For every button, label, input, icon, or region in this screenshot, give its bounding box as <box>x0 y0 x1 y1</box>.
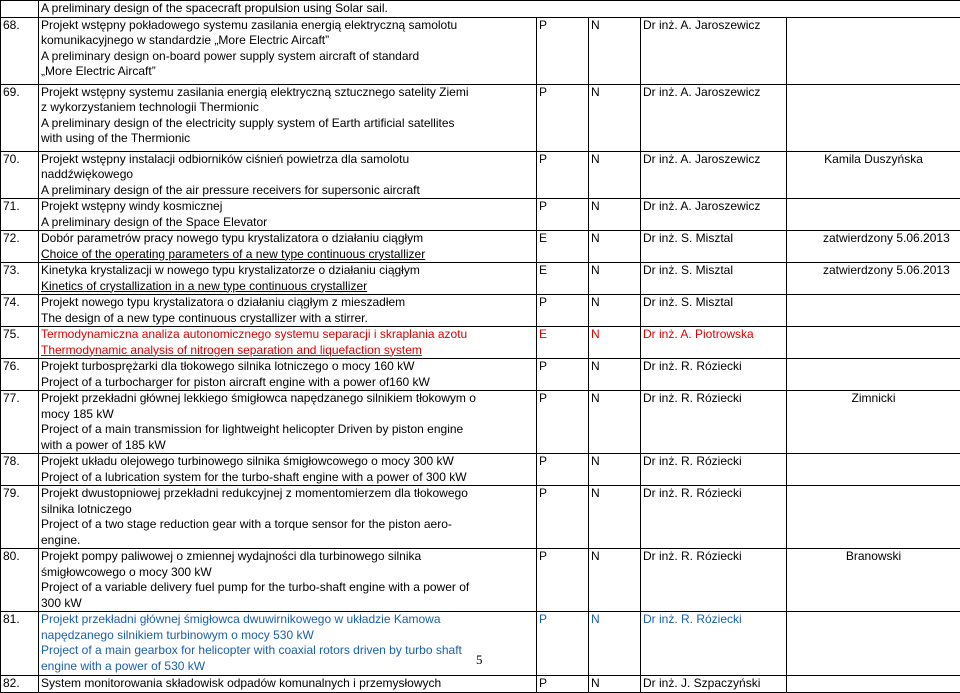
table-row <box>1 454 960 486</box>
topic-title <box>39 359 537 391</box>
student-or-status <box>787 676 960 693</box>
topic-title <box>39 231 537 263</box>
supervisor: Dr inż. S. Misztal <box>641 263 787 295</box>
row-number: 73. <box>1 263 39 295</box>
thesis-type: P <box>537 17 589 84</box>
student-or-status <box>787 327 960 359</box>
topic-line: A preliminary design of the Space Elevator <box>41 215 534 231</box>
topic-line: The design of a new type continuous crystallizer with a stirrer. <box>41 311 534 327</box>
student-or-status: Kamila Duszyńska <box>787 151 960 199</box>
table-row <box>1 676 960 693</box>
topic-line: Thermodynamic analysis of nitrogen separation and liquefaction system <box>41 343 534 359</box>
page-number: 5 <box>476 652 483 668</box>
thesis-type: P <box>537 486 589 549</box>
row-number: 71. <box>1 199 39 231</box>
supervisor: Dr inż. J. Szpaczyński <box>641 676 787 693</box>
row-number: 78. <box>1 454 39 486</box>
topic-line: A preliminary design of the spacecraft propulsion using Solar sail. <box>41 1 958 17</box>
topic-title <box>39 549 537 612</box>
supervisor: Dr inż. R. Róziecki <box>641 486 787 549</box>
topic-line: śmigłowcowego o mocy 300 kW <box>41 565 534 581</box>
topic-line: Termodynamiczna analiza autonomicznego systemu separacji i skraplania azotu <box>41 327 534 343</box>
study-mode: N <box>589 231 641 263</box>
study-mode: N <box>589 549 641 612</box>
topic-title <box>39 1 960 18</box>
thesis-type: P <box>537 549 589 612</box>
study-mode: N <box>589 295 641 327</box>
study-mode: N <box>589 327 641 359</box>
row-number: 79. <box>1 486 39 549</box>
topic-line: naddźwiękowego <box>41 167 534 183</box>
topic-line: Projekt przekładni głównej lekkiego śmigłowca napędzanego silnikiem tłokowym o <box>41 391 534 407</box>
table-body <box>1 1 960 693</box>
topic-line: with using of the Thermionic <box>41 131 534 147</box>
topic-title <box>39 612 537 676</box>
study-mode: N <box>589 486 641 549</box>
thesis-type: E <box>537 231 589 263</box>
study-mode: N <box>589 676 641 693</box>
row-number: 74. <box>1 295 39 327</box>
study-mode: N <box>589 17 641 84</box>
table-row <box>1 263 960 295</box>
topic-title <box>39 486 537 549</box>
thesis-type: P <box>537 199 589 231</box>
topic-title <box>39 151 537 199</box>
topic-line: Projekt nowego typu krystalizatora o działaniu ciągłym z mieszadłem <box>41 295 534 311</box>
table-row <box>1 199 960 231</box>
student-or-status <box>787 84 960 151</box>
topic-line: napędzanego silnikiem turbinowym o mocy 530 kW <box>41 628 534 644</box>
topic-title <box>39 391 537 454</box>
topic-line: A preliminary design of the electricity supply system of Earth artificial satellites <box>41 116 534 132</box>
study-mode: N <box>589 454 641 486</box>
topic-line: Dobór parametrów pracy nowego typu krystalizatora o działaniu ciągłym <box>41 231 534 247</box>
topic-line: Kinetics of crystallization in a new type continuous crystallizer <box>41 279 534 295</box>
thesis-type: P <box>537 295 589 327</box>
topic-line: Projekt wstępny systemu zasilania energią elektryczną sztucznego satelity Ziemi <box>41 85 534 101</box>
row-number: 80. <box>1 549 39 612</box>
topic-line: Projekt wstępny pokładowego systemu zasilania energią elektryczną samolotu <box>41 18 534 34</box>
thesis-type: E <box>537 263 589 295</box>
thesis-type: P <box>537 359 589 391</box>
supervisor: Dr inż. A. Jaroszewicz <box>641 151 787 199</box>
thesis-type: P <box>537 454 589 486</box>
topic-line: komunikacyjnego w standardzie „More Electric Aircaft” <box>41 33 534 49</box>
topic-line: Projekt dwustopniowej przekładni redukcyjnej z momentomierzem dla tłokowego <box>41 486 534 502</box>
study-mode: N <box>589 391 641 454</box>
row-number: 69. <box>1 84 39 151</box>
supervisor: Dr inż. R. Róziecki <box>641 391 787 454</box>
student-or-status <box>787 359 960 391</box>
topic-line: z wykorzystaniem technologii Thermionic <box>41 100 534 116</box>
table-row <box>1 17 960 84</box>
topic-title <box>39 295 537 327</box>
topic-line: Projekt wstępny windy kosmicznej <box>41 199 534 215</box>
topic-line: Project of a main gearbox for helicopter with coaxial rotors driven by turbo shaft <box>41 643 534 659</box>
row-number: 81. <box>1 612 39 676</box>
thesis-type: P <box>537 151 589 199</box>
student-or-status <box>787 17 960 84</box>
topic-line: A preliminary design of the air pressure receivers for supersonic aircraft <box>41 183 534 199</box>
supervisor: Dr inż. A. Jaroszewicz <box>641 199 787 231</box>
topic-line: silnika lotniczego <box>41 502 534 518</box>
topic-line: Projekt wstępny instalacji odbiorników ciśnień powietrza dla samolotu <box>41 152 534 168</box>
row-number: 72. <box>1 231 39 263</box>
supervisor: Dr inż. A. Piotrowska <box>641 327 787 359</box>
supervisor: Dr inż. A. Jaroszewicz <box>641 84 787 151</box>
supervisor: Dr inż. R. Róziecki <box>641 454 787 486</box>
study-mode: N <box>589 263 641 295</box>
student-or-status: zatwierdzony 5.06.2013 <box>787 263 960 295</box>
thesis-type: P <box>537 84 589 151</box>
study-mode: N <box>589 612 641 676</box>
topic-title <box>39 17 537 84</box>
topic-line: Project of a main transmission for lightweight helicopter Driven by piston engine <box>41 422 534 438</box>
supervisor: Dr inż. S. Misztal <box>641 295 787 327</box>
table-row <box>1 231 960 263</box>
topic-line: 300 kW <box>41 596 534 612</box>
row-number: 82. <box>1 676 39 693</box>
topic-line: Project of a variable delivery fuel pump for the turbo-shaft engine with a power of <box>41 580 534 596</box>
study-mode: N <box>589 359 641 391</box>
student-or-status: Branowski <box>787 549 960 612</box>
table-row <box>1 391 960 454</box>
topic-line: Kinetyka krystalizacji w nowego typu krystalizatorze o działaniu ciągłym <box>41 263 534 279</box>
study-mode: N <box>589 151 641 199</box>
table-row <box>1 295 960 327</box>
topic-line: A preliminary design on-board power supply system aircraft of standard <box>41 49 534 65</box>
topic-title <box>39 454 537 486</box>
study-mode: N <box>589 84 641 151</box>
topic-title <box>39 84 537 151</box>
topic-line: Project of a two stage reduction gear with a torque sensor for the piston aero- <box>41 517 534 533</box>
topic-line: Projekt turbosprężarki dla tłokowego silnika lotniczego o mocy 160 kW <box>41 359 534 375</box>
topic-title <box>39 263 537 295</box>
supervisor: Dr inż. S. Misztal <box>641 231 787 263</box>
student-or-status <box>787 612 960 676</box>
supervisor: Dr inż. R. Róziecki <box>641 549 787 612</box>
study-mode: N <box>589 199 641 231</box>
row-number: 77. <box>1 391 39 454</box>
table-row <box>1 549 960 612</box>
supervisor: Dr inż. A. Jaroszewicz <box>641 17 787 84</box>
row-number: 76. <box>1 359 39 391</box>
table-row <box>1 1 960 18</box>
topic-line: Projekt układu olejowego turbinowego silnika śmigłowcowego o mocy 300 kW <box>41 454 534 470</box>
student-or-status <box>787 454 960 486</box>
topic-title <box>39 327 537 359</box>
student-or-status <box>787 295 960 327</box>
table-row <box>1 327 960 359</box>
thesis-type: P <box>537 612 589 676</box>
row-number: 70. <box>1 151 39 199</box>
topic-line: „More Electric Aircaft” <box>41 64 534 80</box>
row-number: 75. <box>1 327 39 359</box>
thesis-type: P <box>537 391 589 454</box>
table-row <box>1 84 960 151</box>
topic-line: Project of a lubrication system for the turbo-shaft engine with a power of 300 kW <box>41 470 534 486</box>
topic-line: mocy 185 kW <box>41 407 534 423</box>
topic-title <box>39 676 537 693</box>
student-or-status: zatwierdzony 5.06.2013 <box>787 231 960 263</box>
student-or-status <box>787 486 960 549</box>
topic-line: Choice of the operating parameters of a new type continuous crystallizer <box>41 247 534 263</box>
thesis-type: P <box>537 676 589 693</box>
topic-line: with a power of 185 kW <box>41 438 534 454</box>
topic-line: engine with a power of 530 kW <box>41 659 534 675</box>
topic-line: Projekt pompy paliwowej o zmiennej wydajności dla turbinowego silnika <box>41 549 534 565</box>
row-number: 68. <box>1 17 39 84</box>
topic-title <box>39 199 537 231</box>
thesis-type: E <box>537 327 589 359</box>
student-or-status: Zimnicki <box>787 391 960 454</box>
table-row <box>1 486 960 549</box>
supervisor: Dr inż. R. Róziecki <box>641 359 787 391</box>
topic-line: Projekt przekładni głównej śmigłowca dwuwirnikowego w układzie Kamowa <box>41 612 534 628</box>
topic-line: Project of a turbocharger for piston aircraft engine with a power of160 kW <box>41 375 534 391</box>
table-row <box>1 359 960 391</box>
topic-line: System monitorowania składowisk odpadów komunalnych i przemysłowych <box>41 676 534 692</box>
table-row <box>1 151 960 199</box>
supervisor: Dr inż. R. Róziecki <box>641 612 787 676</box>
student-or-status <box>787 199 960 231</box>
row-number <box>1 1 39 18</box>
topic-line: engine. <box>41 533 534 549</box>
